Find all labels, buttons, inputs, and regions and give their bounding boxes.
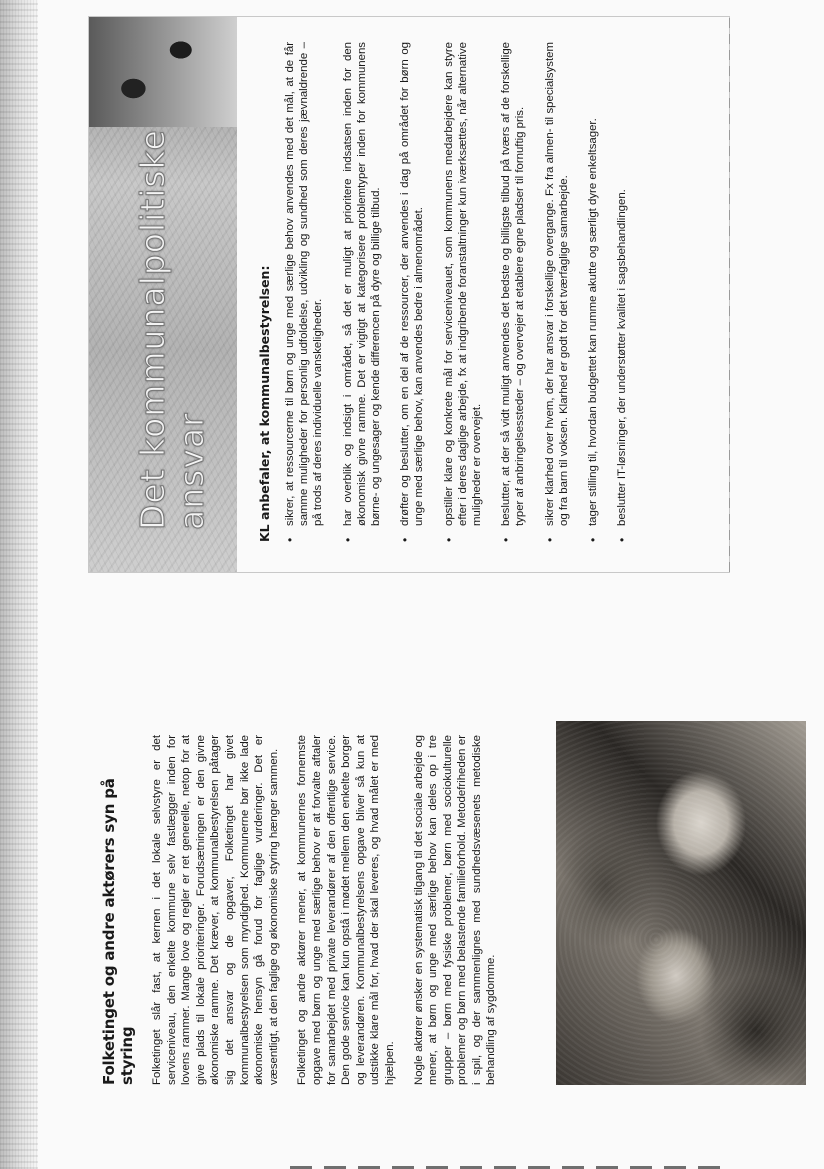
list-item-text: beslutter, at der så vidt muligt anvendes det bedste og billigste tilbud på tværs af de forskellige typer af anbringelsessteder – og overvejer at etablere egne pladser til fornuftig pris. [500,42,527,526]
bullet-icon: • [615,537,630,542]
list-item [341,42,384,542]
list-item [615,42,629,542]
list-item-text: tager stilling til, hvordan budgettet kan rumme akutte og særligt dyre enkeltsager. [587,118,600,526]
paragraph-3: Nogle aktører ønsker en systematisk tilgang til det sociale arbejde og mener, at børn og unge med særlige behov kan deles op i tre grupper – børn med fysiske problemer, børn med sociokulturelle problemer og børn med belastende familieforhold. Metodefriheden er i spil, og der sammenlignes med sundhedsvæsenets metodiske behandling af sygdomme. [412,735,498,1085]
bullet-icon: • [283,537,297,542]
list-item [283,42,326,542]
list-item-text: drøfter og beslutter, om en del af de ressourcer, der anvendes i dag på området for børn og unge med særlige behov, kan anvendes bedre i almenområdet. [399,42,426,526]
box-dashed-border [729,17,730,572]
list-item [499,42,527,542]
left-column [100,735,513,1085]
list-item-text: sikrer, at ressourcerne til børn og unge med særlige behov anvendes med det mål, at de får samme muligheder for personlig udfoldelse, udvikling og sundhed som deres jævnaldrende – på trods af deres individuelle vanskeligheder. [284,42,325,526]
bullet-icon: • [441,537,456,542]
children-photo [556,721,806,1085]
paragraph-1: Folketinget slår fast, at kernen i det lokale selvstyre er det serviceniveau, den enkelte kommune selv fastlægger inden for lovens rammer. Mange love og regler er ret generelle, netop for at give plads til lokale prioriteringer. Forudsætningen er den givne økonomiske ramme. Det kræver, at kommunalbestyrelsen påtager sig det ansvar og de opgaver, Folketinget har givet kommunalbestyrelsen som myndighed. Kommunerne bør ikke lade økonomiske hensyn gå forud for faglige vurderinger. Det er væsentligt, at den faglige og økonomiske styring hænger sammen. [151,735,280,1085]
recommendation-box [88,16,730,573]
list-item [442,42,485,542]
list-item [543,42,571,542]
section-title: Folketinget og andre aktørers syn på styring [100,778,136,1085]
banner-image [89,17,237,572]
list-item [586,42,600,542]
list-item-text: har overblik og indsigt i området, så det er muligt at prioritere indsatsen inden for den økonomisk givne ramme. Det er vigtigt at kategorisere problemtyper inden for kommunens børne- og ungesager og kende differencen på dyre og billige tilbud. [341,42,383,526]
recommendation-heading: KL anbefaler, at kommunalbestyrelsen: [257,265,272,542]
bullet-icon: • [499,537,514,542]
banner-title: Det kommunalpolitiske ansvar [133,129,211,530]
list-item-text: opstiller klare og konkrete mål for serviceniveauet, som kommunens medarbejdere kan styre efter i deres daglige arbejde, fx at indgribende foranstaltninger kun iværksættes, når alternative muligheder er overvejet. [442,42,484,526]
list-item [398,42,426,542]
recommendation-list [283,42,644,542]
paragraph-2: Folketinget og andre aktører mener, at kommunernes fornemste opgave med børn og unge med særlige behov er at forvalte aftaler for samarbejdet med private leverandører af den offentlige service. Den gode service kan kun opstå i mødet mellem den enkelte borger og leverandøren. Kommunalbestyrelsens opgave bliver så kun at udstikke klare mål for, hvad der skal leveres, og hvad målet er med hjælpen. [296,735,396,1085]
bullet-icon: • [542,537,557,542]
list-item-text: beslutter IT-løsninger, der understøtter kvalitet i sagsbehandlingen. [616,189,629,526]
list-item-text: sikrer klarhed over hvem, der har ansvar i forskellige overgange. Fx fra almen- til specialsystem og fra barn til voksen. Klarhed er godt for det tværfaglige samarbejde. [543,42,570,526]
bullet-icon: • [340,537,355,542]
bullet-icon: • [398,537,413,542]
bullet-icon: • [586,537,601,542]
